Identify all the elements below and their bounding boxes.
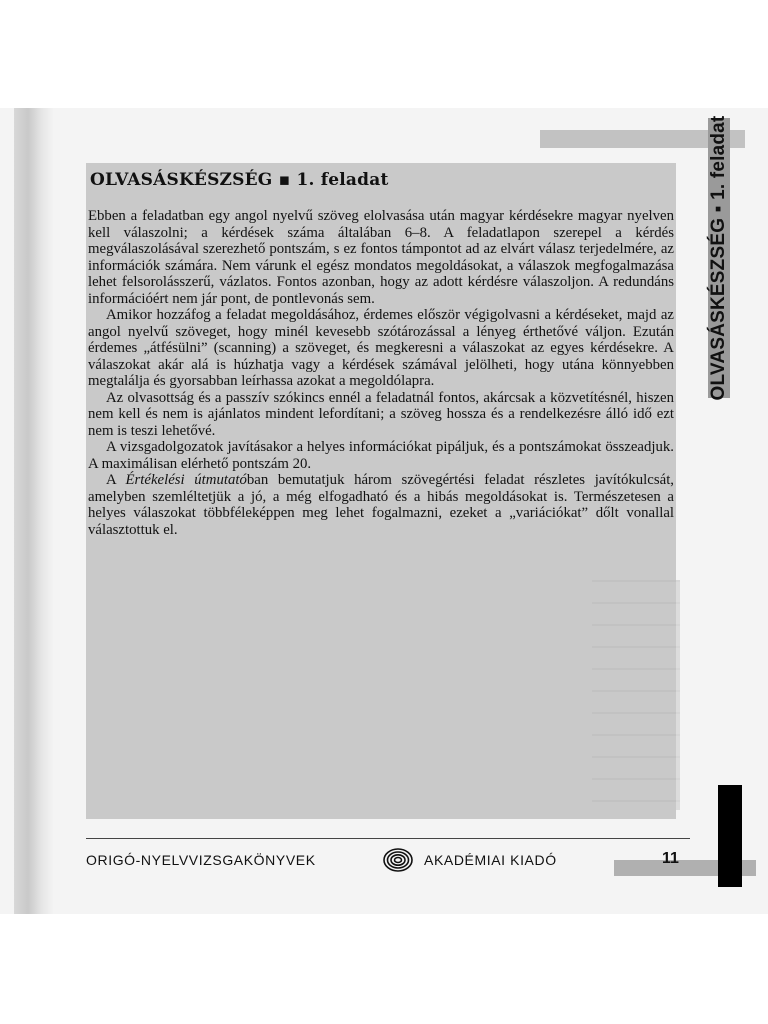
show-through-text bbox=[592, 580, 680, 810]
paragraph: Ebben a feladatban egy angol nyelvű szöveg elolvasása után magyar kérdésekre magyar nyelven kell válaszolni; a kérdések száma általában 6–8. A feladatlapon szerepel a kérdés megválaszolásával szerezhető pontszám, s ez fontos támpontot ad az elvárt válasz terjedelmére, az információk számára. Nem várunk el egész mondatos megoldásokat, a válaszok megfogalmazása lehet felsorolásszerű, vázlatos. Fontos azonban, hogy az adott kérdésre válaszoljon. A redundáns információért nem jár pont, de pontlevonás sem. bbox=[88, 208, 674, 307]
concentric-circles-logo-icon bbox=[383, 848, 413, 872]
paragraph: A vizsgadolgozatok javításakor a helyes információkat pipáljuk, és a pontszámokat összeadjuk. A maximálisan elérhető pontszám 20. bbox=[88, 439, 674, 472]
footer-publisher: AKADÉMIAI KIADÓ bbox=[424, 852, 557, 868]
body-text bbox=[88, 208, 674, 538]
book-gutter-shadow bbox=[14, 108, 54, 914]
paragraph-last bbox=[88, 472, 674, 538]
footer-rule bbox=[86, 838, 690, 839]
paragraph-rest: ban bemutatjuk három szövegértési feladat részletes javítókulcsát, amelyben szemléltetjük a jó, a még elfogadható és a hibás megoldásokat is. Természetesen a helyes válaszokat többféleképpen meg lehet fogalmazni, ezeket a „variációkat” dőlt vonallal választottuk el. bbox=[88, 472, 674, 538]
paragraph-lead: A bbox=[106, 472, 126, 488]
bottom-black-bar bbox=[718, 785, 742, 887]
footer-series-name: ORIGÓ-NYELVVIZSGAKÖNYVEK bbox=[86, 852, 316, 868]
paragraph: Az olvasottság és a passzív szókincs ennél a feladatnál fontos, akárcsak a közvetítésnél, hiszen nem kell és nem is ajánlatos mindent lefordítani; a szöveg hossza és a rendelkezésre álló idő ezt nem is teszi lehetővé. bbox=[88, 389, 674, 439]
side-tab-title: OLVASÁSKÉSZSÉG ▪ 1. feladat bbox=[708, 115, 729, 401]
page-number: 11 bbox=[662, 850, 679, 867]
section-heading: OLVASÁSKÉSZSÉG ▪ 1. feladat bbox=[90, 170, 389, 190]
paragraph: Amikor hozzáfog a feladat megoldásához, érdemes először végigolvasni a kérdéseket, majd az angol nyelvű szöveget, hogy minél kevesebb szótározással a lényeg érthetővé váljon. Ezután érdemes „átfésülni” (scanning) a szöveget, és megkeresni a válaszokat az egyes kérdésekre. A válaszokat akár alá is húzhatja vagy a kérdések számával jelölheti, hogy utána könnyebben megtalálja és gyorsabban leírhassa azokat a megoldólapra. bbox=[88, 307, 674, 389]
italic-term: Értékelési útmutató bbox=[125, 472, 247, 488]
